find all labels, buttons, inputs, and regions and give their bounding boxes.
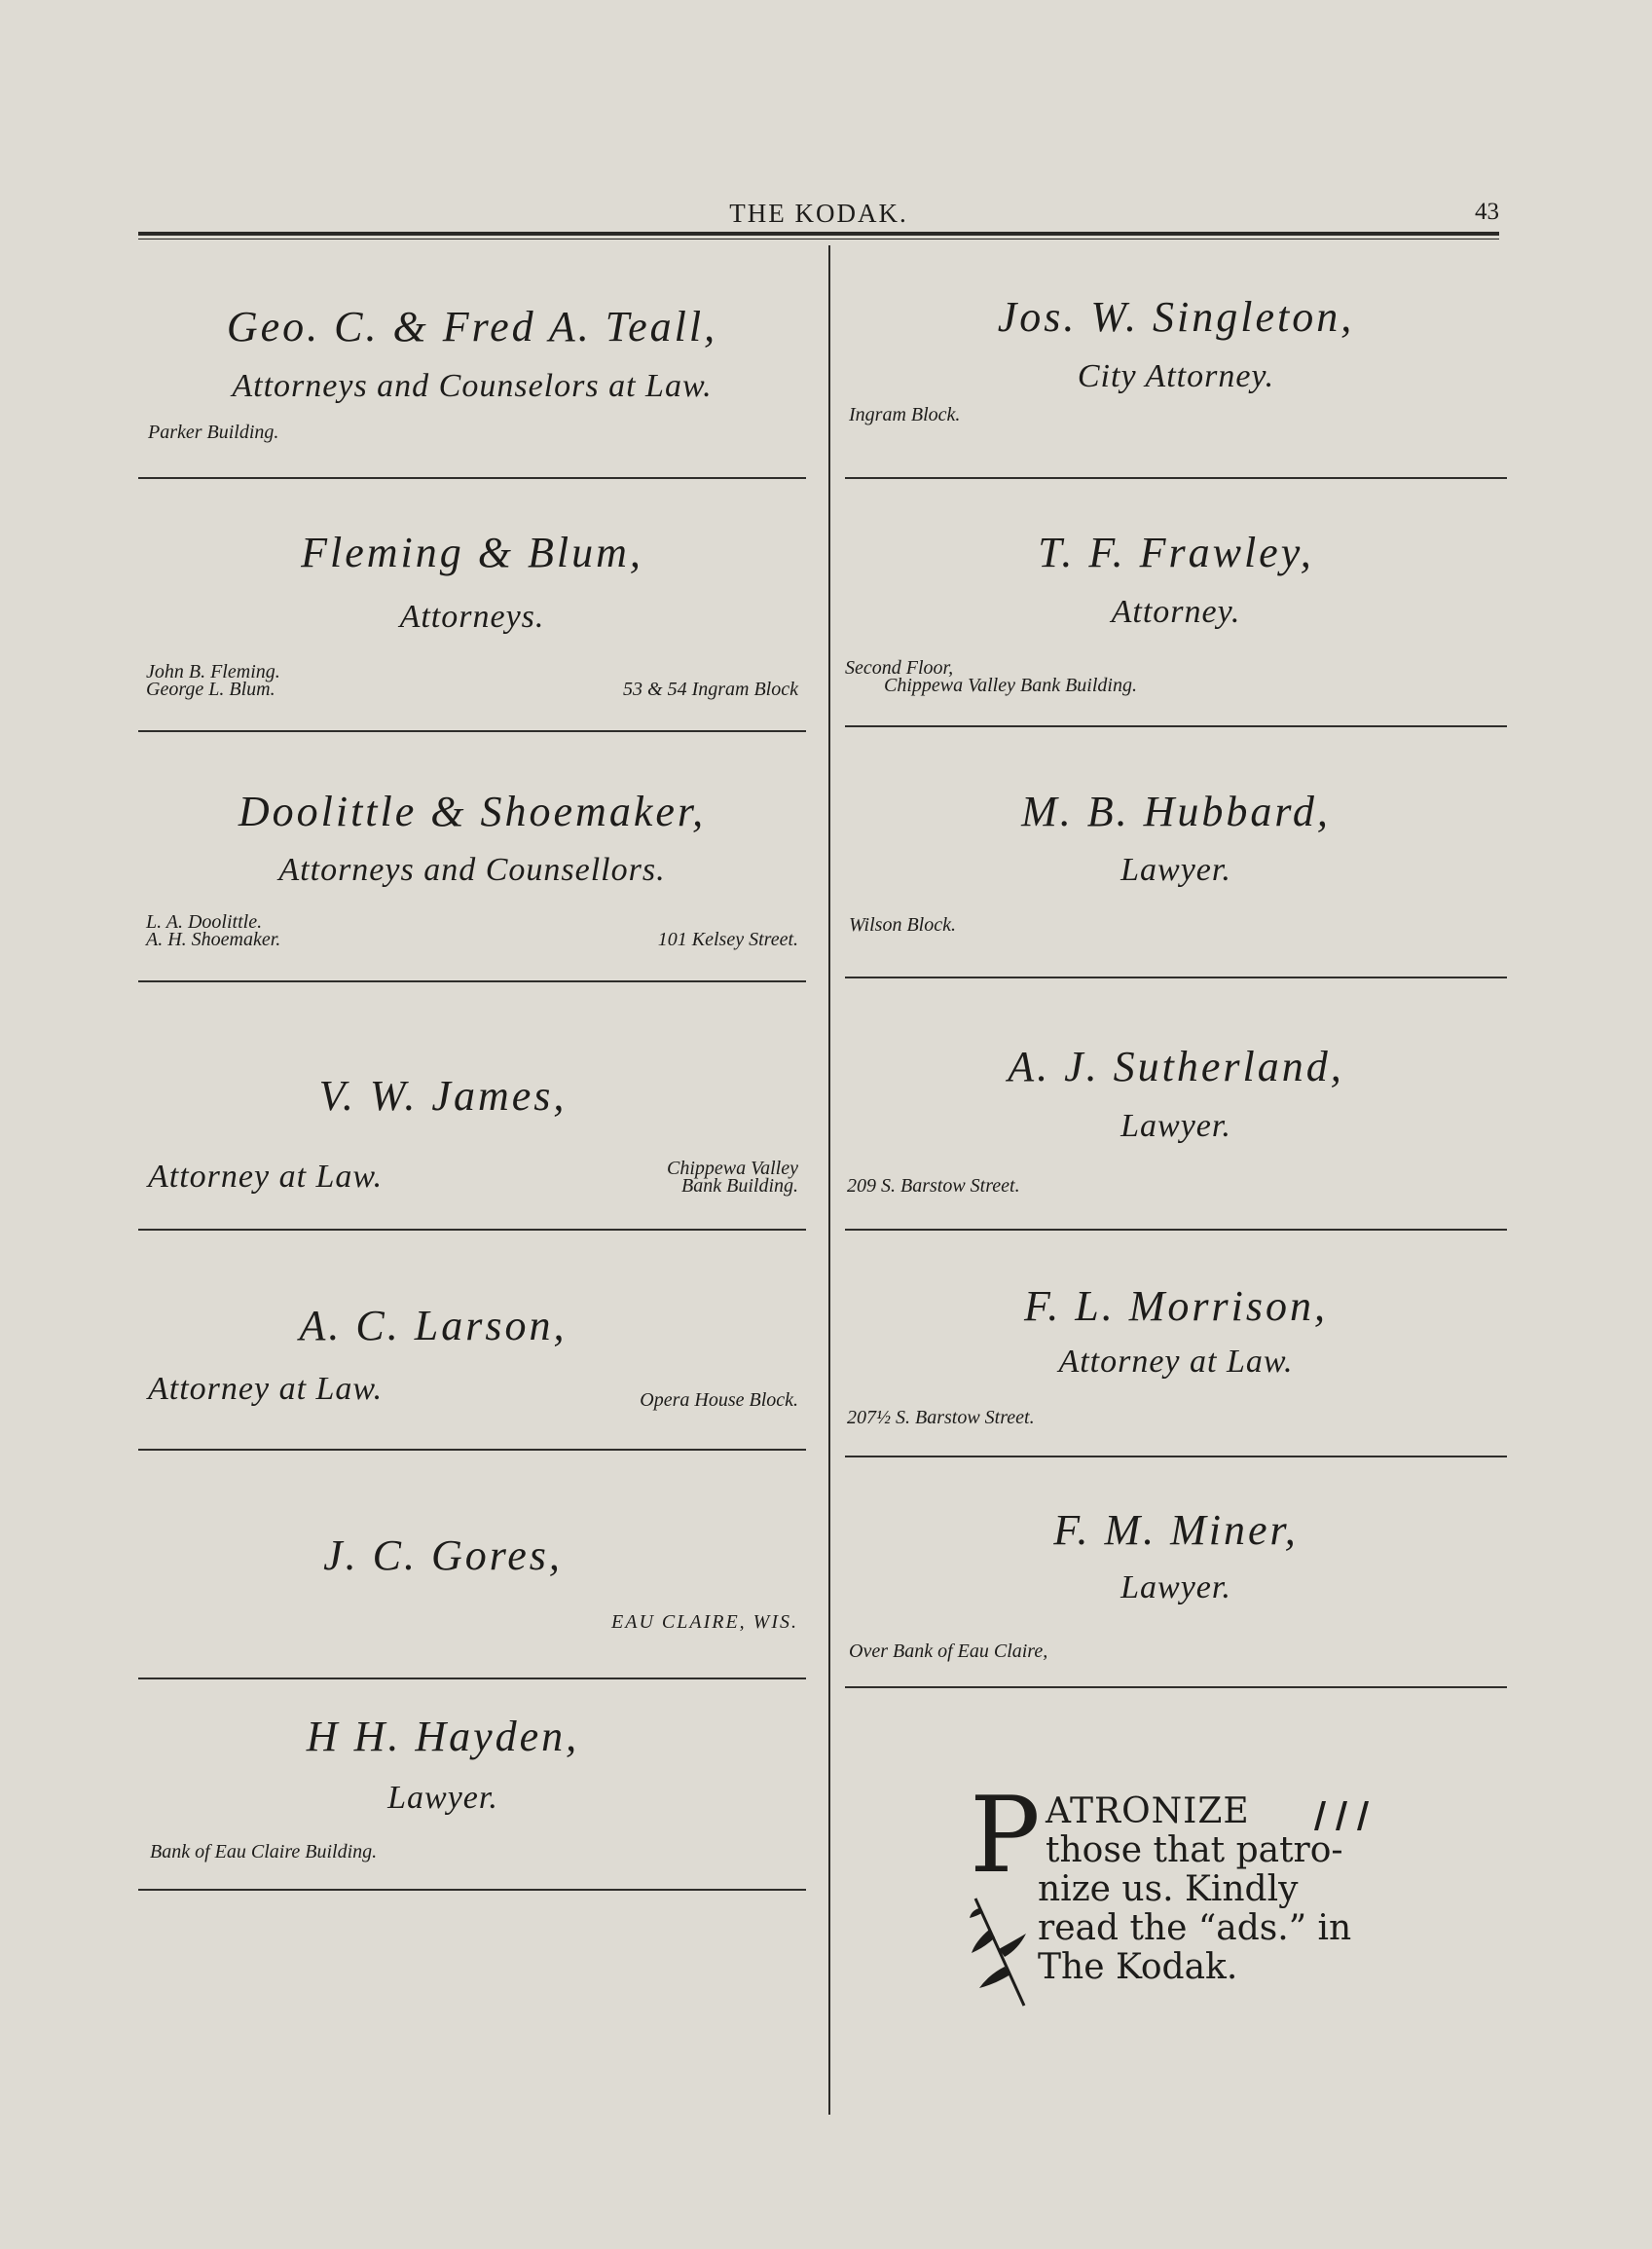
card-rule <box>138 477 806 479</box>
card-doolittle-shoemaker <box>138 779 806 988</box>
card-rule <box>845 477 1507 479</box>
card-address: 209 S. Barstow Street. <box>847 1175 1020 1197</box>
card-role: Attorney at Law. <box>1058 1344 1294 1380</box>
card-rule <box>845 1686 1507 1688</box>
card-rule <box>845 1229 1507 1231</box>
column-divider <box>828 245 830 2115</box>
header-rule-thin <box>138 239 1499 240</box>
card-frawley <box>845 516 1507 730</box>
card-morrison <box>845 1275 1507 1460</box>
card-role: Attorney at Law. <box>148 1371 384 1407</box>
card-name: Doolittle & Shoemaker, <box>238 788 707 835</box>
card-address: 207½ S. Barstow Street. <box>847 1407 1035 1428</box>
card-james <box>138 1061 806 1236</box>
card-address: Wilson Block. <box>849 914 956 936</box>
card-larson <box>138 1295 806 1456</box>
card-role: Attorney at Law. <box>148 1159 384 1195</box>
card-address: 53 & 54 Ingram Block <box>623 679 798 700</box>
card-name: F. M. Miner, <box>1053 1506 1299 1554</box>
card-role: Lawyer. <box>387 1780 498 1816</box>
card-address: Over Bank of Eau Claire, <box>849 1641 1048 1662</box>
card-name: J. C. Gores, <box>323 1531 563 1579</box>
card-role: Attorneys and Counsellors. <box>278 852 666 888</box>
page-header-title: THE KODAK. <box>729 199 908 228</box>
card-rule <box>845 977 1507 978</box>
card-address: EAU CLAIRE, WIS. <box>611 1611 798 1633</box>
advert-line: ATRONIZE <box>1046 1791 1250 1831</box>
header-rule <box>138 232 1499 236</box>
card-rule <box>138 980 806 982</box>
card-name: F. L. Morrison, <box>1024 1282 1328 1330</box>
card-address: Second Floor, <box>845 657 954 679</box>
card-partner: George L. Blum. <box>146 679 275 700</box>
card-teall <box>138 292 806 482</box>
card-address: Ingram Block. <box>849 404 961 425</box>
card-rule <box>138 1678 806 1679</box>
card-role: City Attorney. <box>1077 358 1275 394</box>
card-address: Parker Building. <box>148 422 279 443</box>
card-name: Fleming & Blum, <box>301 529 643 576</box>
card-role: Attorney. <box>1111 594 1241 630</box>
card-sutherland <box>845 1042 1507 1232</box>
card-name: A. J. Sutherland, <box>1008 1043 1344 1090</box>
patronize-advert <box>970 1775 1417 2013</box>
card-rule <box>138 1229 806 1231</box>
card-name: V. W. James, <box>318 1072 568 1120</box>
card-name: Jos. W. Singleton, <box>997 293 1355 341</box>
advert-line: nize us. Kindly <box>1038 1869 1299 1909</box>
quote-marks-icon <box>1306 1797 1384 1832</box>
drop-cap: P <box>970 1775 1041 1897</box>
card-role: Lawyer. <box>1120 1569 1231 1605</box>
card-fleming-blum <box>138 516 806 738</box>
card-hubbard <box>845 779 1507 983</box>
card-address: Opera House Block. <box>640 1389 798 1411</box>
card-address: Bank Building. <box>681 1175 798 1197</box>
page-number: 43 <box>1475 199 1499 225</box>
card-address: Chippewa Valley Bank Building. <box>884 675 1137 696</box>
card-role: Lawyer. <box>1120 1108 1231 1144</box>
advert-line: those that patro- <box>1046 1830 1343 1870</box>
card-miner <box>845 1499 1507 1694</box>
card-hayden <box>138 1704 806 1899</box>
leaf-sprig-icon <box>970 1895 1030 2011</box>
card-name: A. C. Larson, <box>299 1302 568 1349</box>
card-rule <box>845 1456 1507 1457</box>
card-name: T. F. Frawley, <box>1038 529 1314 576</box>
card-name: Geo. C. & Fred A. Teall, <box>226 303 718 350</box>
card-partner: John B. Fleming. <box>146 661 280 682</box>
card-partner: A. H. Shoemaker. <box>146 929 281 950</box>
card-address: Bank of Eau Claire Building. <box>150 1841 378 1862</box>
card-address: Chippewa Valley <box>667 1158 798 1179</box>
card-rule <box>138 730 806 732</box>
card-name: H H. Hayden, <box>306 1713 580 1760</box>
card-partner: L. A. Doolittle. <box>146 911 263 933</box>
card-rule <box>138 1889 806 1891</box>
card-role: Lawyer. <box>1120 852 1231 888</box>
card-gores <box>138 1519 806 1684</box>
running-head <box>138 195 1499 230</box>
advert-line: The Kodak. <box>1038 1947 1238 1987</box>
card-singleton <box>845 282 1507 482</box>
card-rule <box>845 725 1507 727</box>
advert-line: read the “ads.” in <box>1038 1908 1352 1948</box>
card-rule <box>138 1449 806 1451</box>
card-role: Attorneys and Counselors at Law. <box>232 368 713 404</box>
card-address: 101 Kelsey Street. <box>657 929 798 950</box>
card-role: Attorneys. <box>399 599 545 635</box>
card-name: M. B. Hubbard, <box>1021 788 1331 835</box>
